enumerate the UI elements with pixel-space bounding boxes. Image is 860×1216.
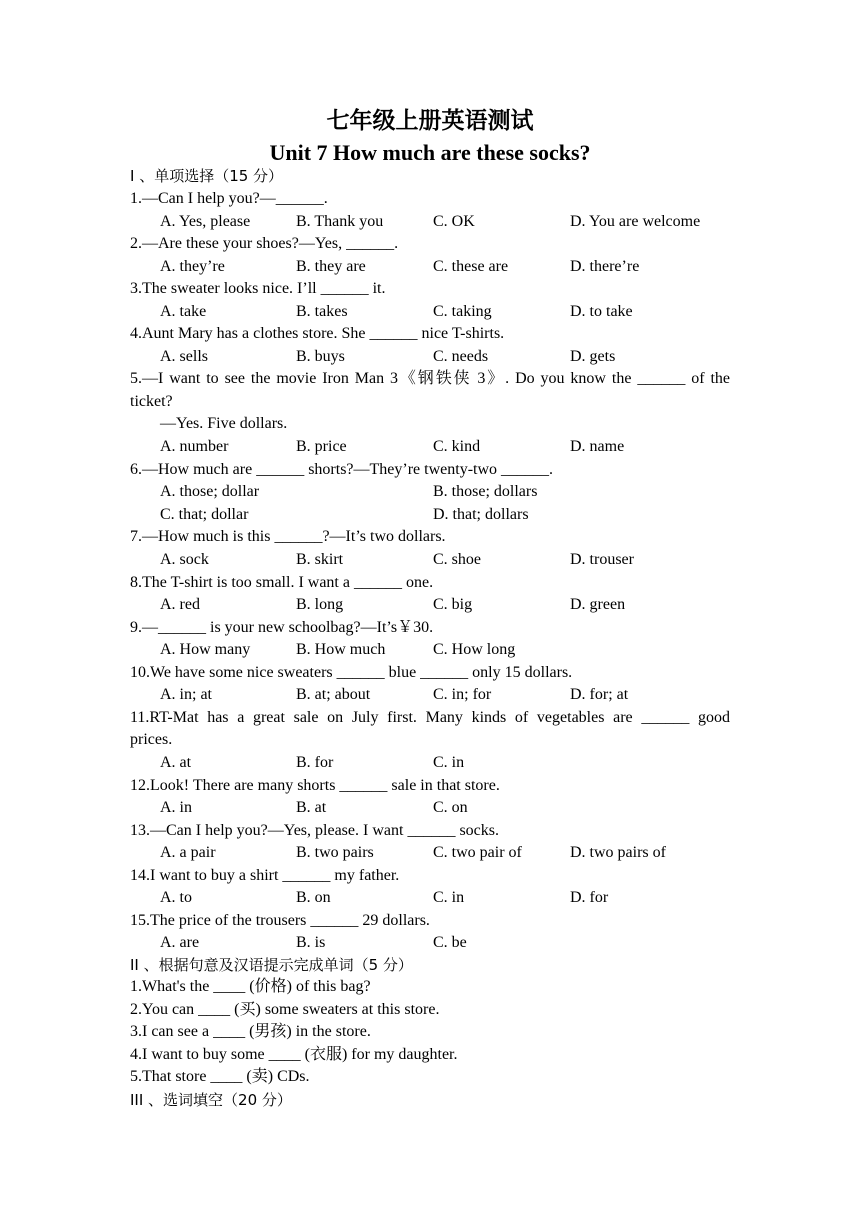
options-6-row-2 (160, 504, 730, 527)
question-4: 4.Aunt Mary has a clothes store. She ______ nice T-shirts. (130, 325, 505, 342)
question-12: 12.Look! There are many shorts ______ sale in that store. (130, 777, 500, 794)
question-15: 15.The price of the trousers ______ 29 dollars. (130, 912, 430, 929)
options-15 (160, 932, 730, 955)
option-a: A. are (160, 934, 200, 951)
options-3 (160, 301, 730, 324)
option-c: C. OK (433, 213, 475, 230)
question-7: 7.—How much is this ______?—It’s two dollars. (130, 528, 446, 545)
option-a: A. they’re (160, 258, 225, 275)
option-c: C. kind (433, 438, 481, 455)
options-13 (160, 842, 730, 865)
option-a: A. How many (160, 641, 251, 658)
question-1: 1.—Can I help you?—______. (130, 190, 328, 207)
option-c: C. in (433, 754, 465, 771)
option-c: C. in (433, 889, 465, 906)
option-a: A. sock (160, 551, 209, 568)
option-b: B. buys (296, 348, 345, 365)
page-title-english: Unit 7 How much are these socks? (269, 140, 591, 165)
question-5-dialogue: —Yes. Five dollars. (160, 415, 288, 432)
question-11-continued: prices. (130, 731, 173, 748)
option-d: D. trouser (570, 551, 634, 568)
option-b: B. How much (296, 641, 386, 658)
option-a: A. red (160, 596, 200, 613)
options-2 (160, 256, 730, 279)
options-11 (160, 752, 730, 775)
option-b: B. skirt (296, 551, 344, 568)
options-6-row-1 (160, 481, 730, 504)
option-a: A. number (160, 438, 229, 455)
options-10 (160, 684, 730, 707)
option-c: C. taking (433, 303, 492, 320)
options-12 (160, 797, 730, 820)
option-d: D. to take (570, 303, 633, 320)
option-c: C. that; dollar (160, 506, 249, 523)
options-5 (160, 436, 730, 459)
section-heading-1: I 、单项选择（15 分） (130, 167, 284, 185)
question-2: 2.—Are these your shoes?—Yes, ______. (130, 235, 399, 252)
option-b: B. price (296, 438, 347, 455)
option-b: B. at (296, 799, 327, 816)
options-8 (160, 594, 730, 617)
options-1 (160, 211, 730, 234)
option-d: D. green (570, 596, 626, 613)
option-c: C. needs (433, 348, 489, 365)
option-b: B. two pairs (296, 844, 374, 861)
option-b: B. is (296, 934, 326, 951)
option-b: B. takes (296, 303, 348, 320)
options-9 (160, 639, 730, 662)
option-d: D. gets (570, 348, 616, 365)
option-c: C. How long (433, 641, 516, 658)
options-14 (160, 887, 730, 910)
option-b: B. Thank you (296, 213, 384, 230)
question-3: 3.The sweater looks nice. I’ll ______ it. (130, 280, 386, 297)
option-a: A. a pair (160, 844, 216, 861)
option-c: C. be (433, 934, 467, 951)
question-11: 11.RT-Mat has a great sale on July first. Many kinds of vegetables are ______ good (130, 709, 730, 726)
question-9: 9.—______ is your new schoolbag?—It’s￥30. (130, 619, 434, 636)
section-heading-2: II 、根据句意及汉语提示完成单词（5 分） (130, 956, 413, 974)
option-b: B. they are (296, 258, 366, 275)
question-5: 5.—I want to see the movie Iron Man 3《钢铁侠 3》. Do you know the ______ of the (130, 370, 730, 387)
option-c: C. big (433, 596, 473, 613)
fill-in-1: 1.What's the ____ (价格) of this bag? (130, 978, 371, 995)
option-a: A. in; at (160, 686, 212, 703)
option-d: D. You are welcome (570, 213, 701, 230)
fill-in-5: 5.That store ____ (卖) CDs. (130, 1068, 310, 1085)
option-d: D. two pairs of (570, 844, 666, 861)
option-a: A. to (160, 889, 192, 906)
option-a: A. sells (160, 348, 208, 365)
option-c: C. in; for (433, 686, 492, 703)
question-14: 14.I want to buy a shirt ______ my father. (130, 867, 400, 884)
option-d: D. name (570, 438, 625, 455)
option-a: A. in (160, 799, 192, 816)
fill-in-3: 3.I can see a ____ (男孩) in the store. (130, 1023, 371, 1040)
page-title-chinese: 七年级上册英语测试 (326, 108, 534, 134)
option-d: D. for (570, 889, 609, 906)
option-b: B. at; about (296, 686, 371, 703)
option-c: C. shoe (433, 551, 481, 568)
options-7 (160, 549, 730, 572)
section-heading-3: III 、选词填空（20 分） (130, 1091, 292, 1109)
option-b: B. long (296, 596, 344, 613)
option-a: A. Yes, please (160, 213, 251, 230)
fill-in-2: 2.You can ____ (买) some sweaters at this store. (130, 1001, 440, 1018)
option-c: C. these are (433, 258, 509, 275)
option-d: D. for; at (570, 686, 629, 703)
question-5-continued: ticket? (130, 393, 173, 410)
option-c: C. two pair of (433, 844, 522, 861)
option-d: D. that; dollars (433, 506, 529, 523)
option-a: A. at (160, 754, 192, 771)
option-c: C. on (433, 799, 468, 816)
option-a: A. those; dollar (160, 483, 260, 500)
question-13: 13.—Can I help you?—Yes, please. I want ______ socks. (130, 822, 499, 839)
options-4 (160, 346, 730, 369)
option-a: A. take (160, 303, 207, 320)
option-d: D. there’re (570, 258, 640, 275)
question-8: 8.The T-shirt is too small. I want a ______ one. (130, 574, 434, 591)
option-b: B. for (296, 754, 334, 771)
question-10: 10.We have some nice sweaters ______ blue ______ only 15 dollars. (130, 664, 573, 681)
option-b: B. on (296, 889, 331, 906)
fill-in-4: 4.I want to buy some ____ (衣服) for my daughter. (130, 1046, 458, 1063)
question-6: 6.—How much are ______ shorts?—They’re twenty-two ______. (130, 461, 554, 478)
option-b: B. those; dollars (433, 483, 538, 500)
